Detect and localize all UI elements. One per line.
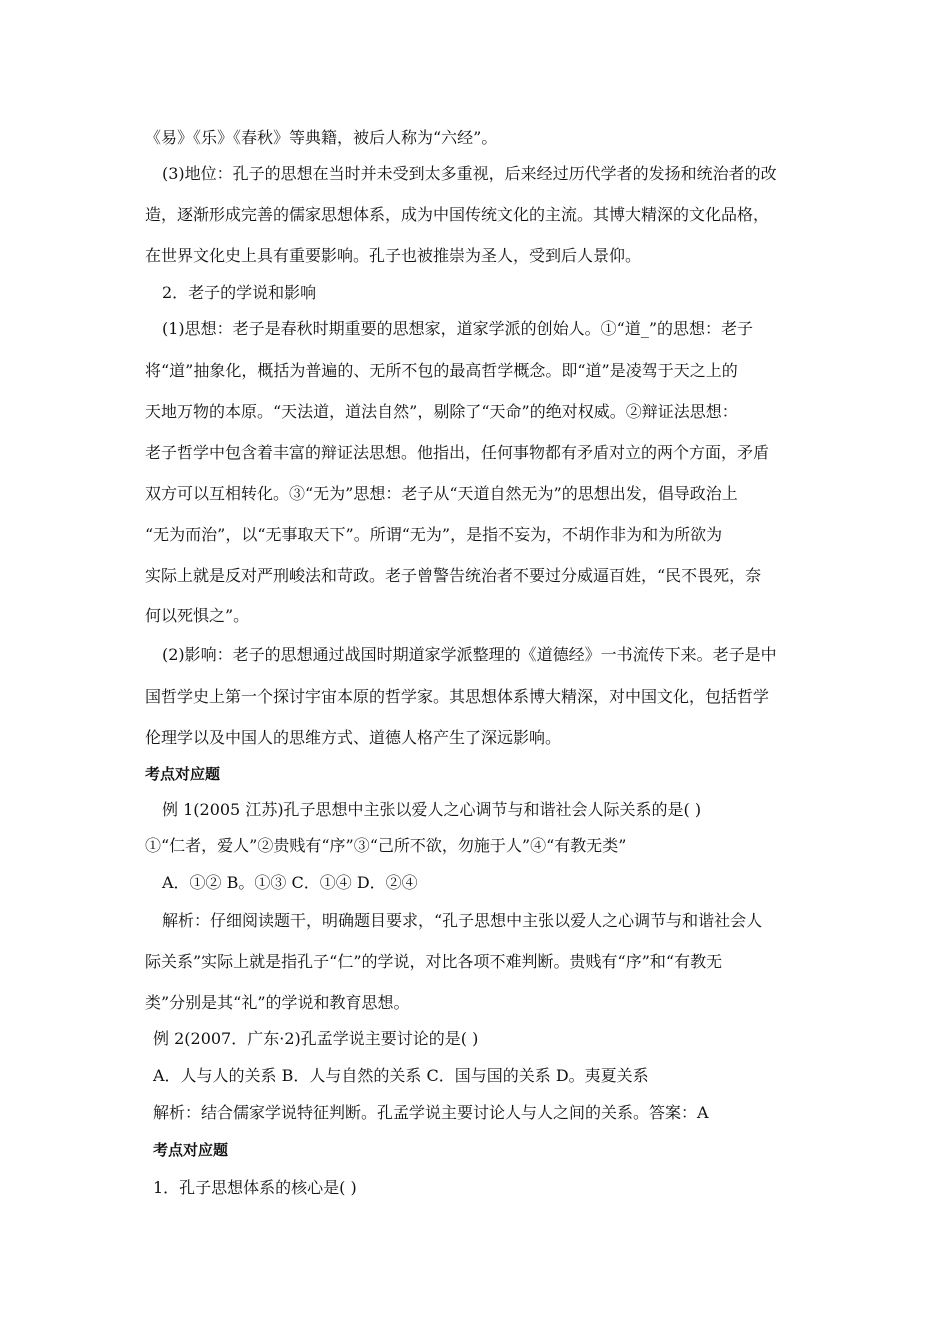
text-line: 国哲学史上第一个探讨宇宙本原的哲学家。其思想体系博大精深，对中国文化，包括哲学 <box>145 687 770 706</box>
text-line: 伦理学以及中国人的思维方式、道德人格产生了深远影响。 <box>145 728 562 747</box>
text-line: 类”分别是其“礼”的学说和教育思想。 <box>145 993 410 1012</box>
text-line: 造，逐渐形成完善的儒家思想体系，成为中国传统文化的主流。其博大精深的文化品格， <box>145 205 770 224</box>
section-title: 考点对应题 <box>153 1141 229 1159</box>
example-question: 例 2(2007．广东·2)孔孟学说主要讨论的是( ) <box>153 1029 479 1048</box>
text-line: 何以死惧之”。 <box>145 606 250 625</box>
question-statements: ①“仁者，爱人”②贵贱有“序”③“己所不欲，勿施于人”④“有教无类” <box>145 836 627 855</box>
example-question: 例 1(2005 江苏)孔子思想中主张以爱人之心调节与和谐社会人际关系的是( ) <box>162 800 702 819</box>
text-line: 际关系”实际上就是指孔子“仁”的学说，对比各项不难判断。贵贱有“序”和“有教无 <box>145 952 723 971</box>
text-line: 将“道”抽象化，概括为普遍的、无所不包的最高哲学概念。即“道”是凌驾于天之上的 <box>145 361 738 380</box>
analysis-line: 解析：结合儒家学说特征判断。孔孟学说主要讨论人与人之间的关系。答案：A <box>153 1103 709 1122</box>
paragraph-line: (2)影响：老子的思想通过战国时期道家学派整理的《道德经》一书流传下来。老子是中 <box>162 645 777 664</box>
section-heading: 2．老子的学说和影响 <box>162 283 317 302</box>
text-line: “无为而治”，以“无事取天下”。所谓“无为”，是指不妄为，不胡作非为和为所欲为 <box>145 525 723 544</box>
section-title: 考点对应题 <box>145 765 221 783</box>
paragraph-line: (3)地位：孔子的思想在当时并未受到太多重视，后来经过历代学者的发扬和统治者的改 <box>162 164 777 183</box>
text-line: 双方可以互相转化。③“无为”思想：老子从“天道自然无为”的思想出发，倡导政治上 <box>145 484 738 503</box>
answer-options: A．人与人的关系 B．人与自然的关系 C．国与国的关系 D。夷夏关系 <box>153 1066 649 1085</box>
text-line: 天地万物的本原。“天法道，道法自然”，剔除了“天命”的绝对权威。②辩证法思想： <box>145 402 738 421</box>
answer-options: A．①② B。①③ C．①④ D．②④ <box>162 873 418 892</box>
text-line: 《易》《乐》《春秋》等典籍，被后人称为“六经”。 <box>145 128 498 147</box>
analysis-line: 解析：仔细阅读题干，明确题目要求，“孔子思想中主张以爱人之心调节与和谐社会人 <box>162 911 763 930</box>
text-line: 老子哲学中包含着丰富的辩证法思想。他指出，任何事物都有矛盾对立的两个方面，矛盾 <box>145 443 770 462</box>
practice-question: 1．孔子思想体系的核心是( ) <box>153 1178 357 1197</box>
text-line: 在世界文化史上具有重要影响。孔子也被推崇为圣人，受到后人景仰。 <box>145 246 642 265</box>
paragraph-line: (1)思想：老子是春秋时期重要的思想家，道家学派的创始人。①“道_”的思想：老子 <box>162 319 754 338</box>
text-line: 实际上就是反对严刑峻法和苛政。老子曾警告统治者不要过分威逼百姓，“民不畏死，奈 <box>145 566 762 585</box>
